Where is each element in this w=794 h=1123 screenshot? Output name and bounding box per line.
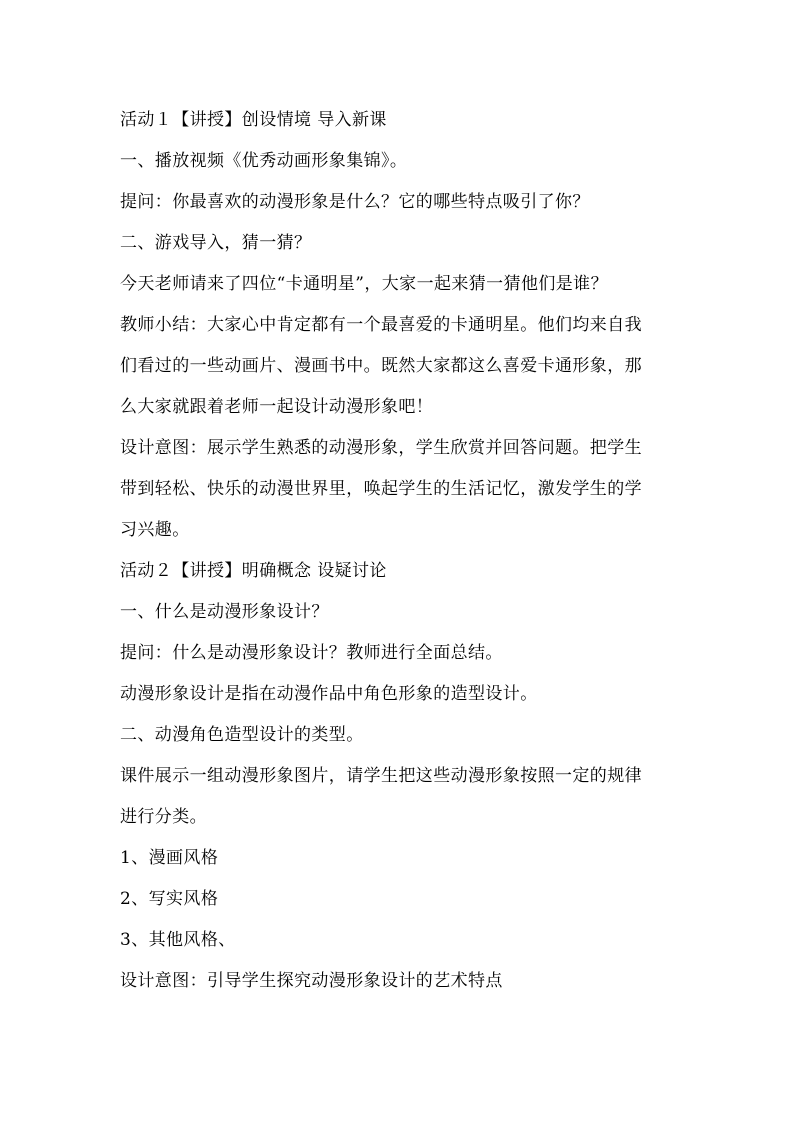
- section-what-is-design: 一、什么是动漫形象设计？: [120, 602, 329, 622]
- paragraph-teacher-summary-2: 们看过的一些动画片、漫画书中。既然大家都这么喜爱卡通形象，那: [120, 356, 642, 376]
- paragraph-cartoon-stars: 今天老师请来了四位“卡通明星”，大家一起来猜一猜他们是谁？: [120, 274, 608, 294]
- paragraph-design-intent-1a: 设计意图：展示学生熟悉的动漫形象，学生欣赏并回答问题。把学生: [120, 438, 642, 458]
- list-item-comic-style: 1、漫画风格: [120, 848, 219, 868]
- paragraph-teacher-summary-3: 么大家就跟着老师一起设计动漫形象吧！: [120, 397, 434, 417]
- list-item-other-style: 3、其他风格、: [120, 930, 236, 950]
- paragraph-design-intent-2: 设计意图：引导学生探究动漫形象设计的艺术特点: [120, 971, 503, 991]
- list-item-realistic-style: 2、写实风格: [120, 889, 219, 909]
- paragraph-design-intent-1c: 习兴趣。: [120, 520, 190, 540]
- activity-1-heading: 活动１【讲授】创设情境 导入新课: [120, 110, 387, 130]
- paragraph-definition: 动漫形象设计是指在动漫作品中角色形象的造型设计。: [120, 684, 538, 704]
- paragraph-courseware-2: 进行分类。: [120, 807, 207, 827]
- activity-2-heading: 活动２【讲授】明确概念 设疑讨论: [120, 561, 387, 581]
- paragraph-design-intent-1b: 带到轻松、快乐的动漫世界里，唤起学生的生活记忆，激发学生的学: [120, 479, 642, 499]
- section-game-intro: 二、游戏导入，猜一猜？: [120, 233, 312, 253]
- section-design-types: 二、动漫角色造型设计的类型。: [120, 725, 364, 745]
- question-favorite-character: 提问：你最喜欢的动漫形象是什么？它的哪些特点吸引了你？: [120, 192, 590, 212]
- section-play-video: 一、播放视频《优秀动画形象集锦》。: [120, 151, 408, 171]
- question-what-is-design: 提问：什么是动漫形象设计？教师进行全面总结。: [120, 643, 503, 663]
- paragraph-teacher-summary-1: 教师小结：大家心中肯定都有一个最喜爱的卡通明星。他们均来自我: [120, 315, 642, 335]
- paragraph-courseware-1: 课件展示一组动漫形象图片，请学生把这些动漫形象按照一定的规律: [120, 766, 642, 786]
